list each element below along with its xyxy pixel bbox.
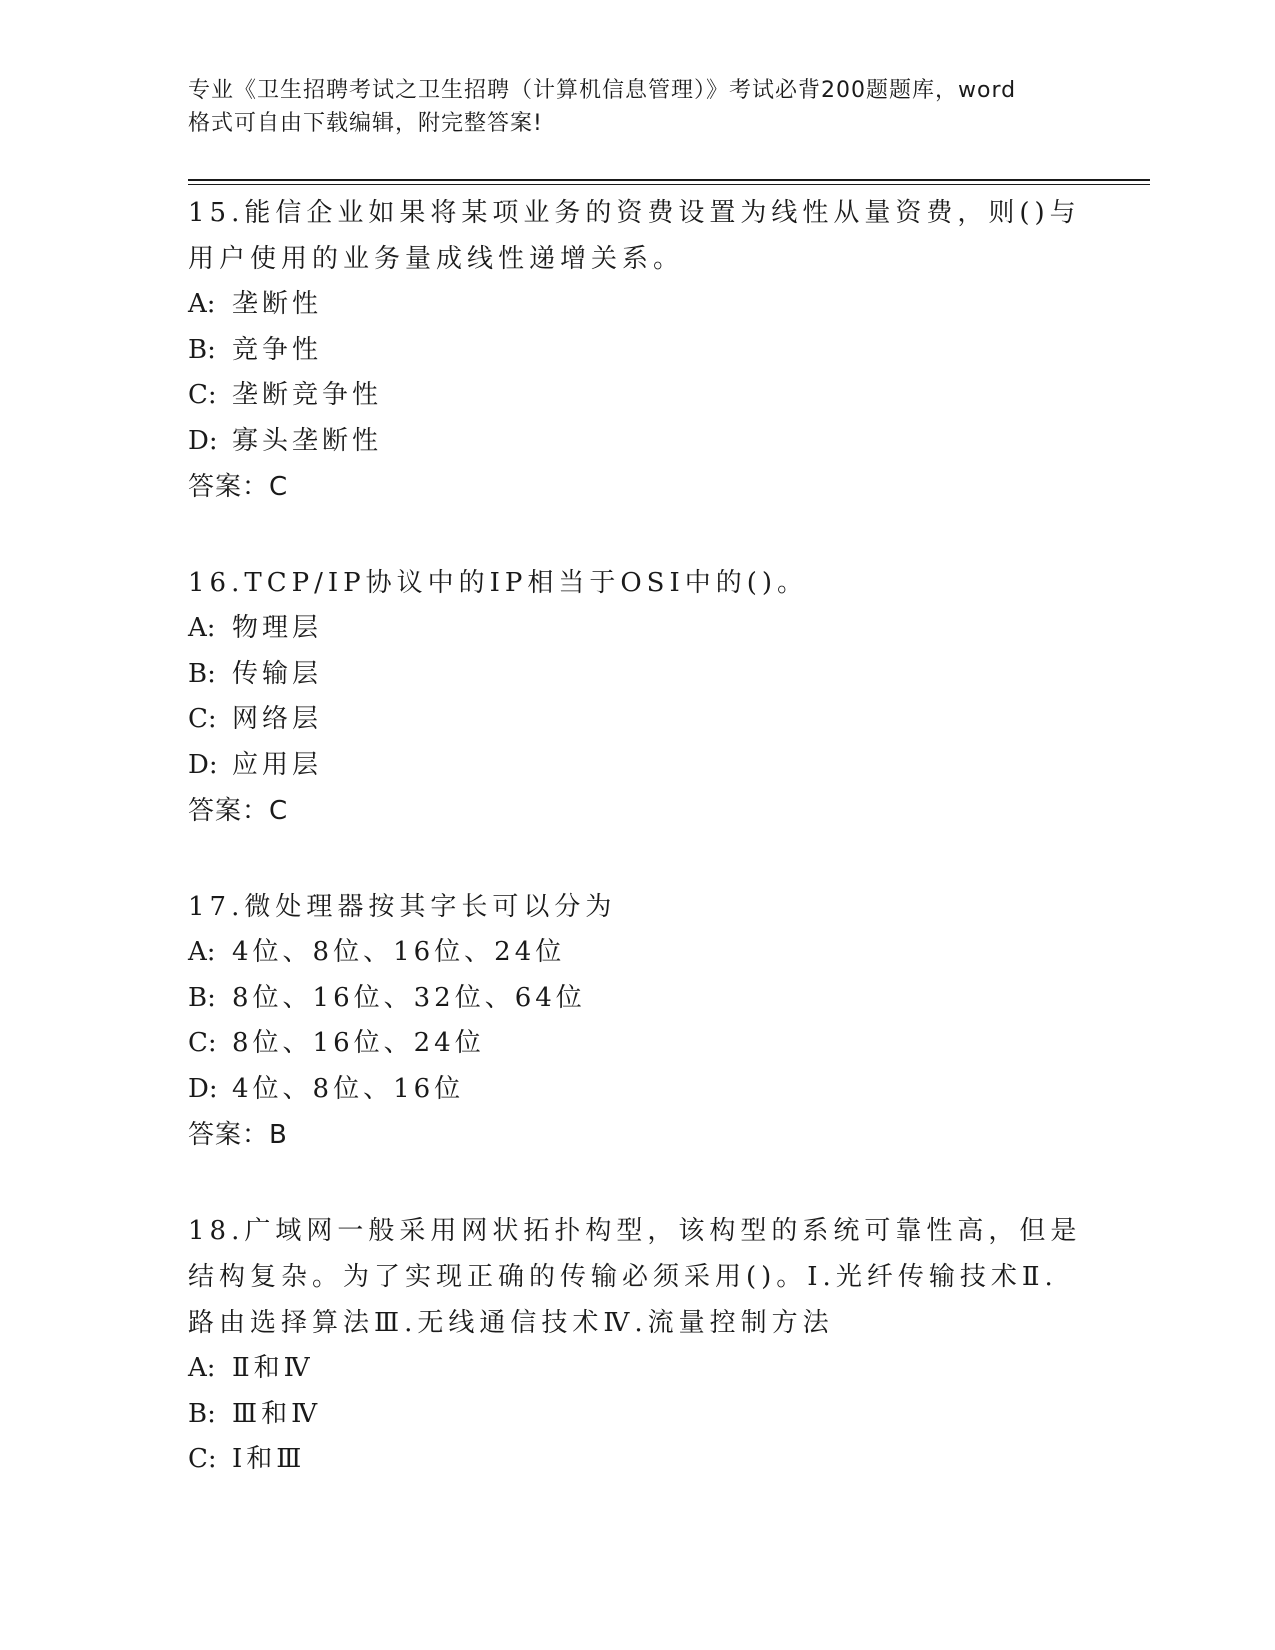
document-header — [188, 74, 1088, 140]
option-text: 应用层 — [232, 749, 323, 780]
question-text: 17.微处理器按其字长可以分为 — [188, 892, 617, 922]
answer-line: 答案：C — [188, 796, 289, 826]
option-text: Ⅲ和Ⅳ — [232, 1398, 322, 1429]
header-line-2: 格式可自由下载编辑，附完整答案! — [188, 111, 543, 136]
option-key: B: — [188, 1398, 216, 1429]
option-c — [188, 697, 1088, 743]
option-key: C: — [188, 1444, 217, 1474]
option-c — [188, 373, 1088, 419]
option-b — [188, 976, 1088, 1022]
option-d — [188, 1067, 1088, 1113]
option-key: C: — [188, 704, 217, 734]
option-key: C: — [188, 380, 217, 410]
option-key: A: — [188, 1353, 216, 1383]
option-text: 垄断竞争性 — [232, 380, 383, 410]
question-text: 18.广域网一般采用网状拓扑构型，该构型的系统可靠性高，但是结构复杂。为了实现正确的传输必须采用()。Ⅰ.光纤传输技术Ⅱ.路由选择算法Ⅲ.无线通信技术Ⅳ.流量控制方法 — [188, 1216, 1082, 1338]
option-b — [188, 328, 1088, 374]
option-c — [188, 1437, 1088, 1483]
option-key: A: — [188, 613, 216, 643]
option-a — [188, 930, 1088, 976]
question-15 — [188, 190, 1088, 510]
option-a — [188, 282, 1088, 328]
option-a — [188, 606, 1088, 652]
header-rule-thin — [188, 184, 1150, 185]
option-key: D: — [188, 749, 218, 780]
option-c — [188, 1021, 1088, 1067]
option-b — [188, 652, 1088, 698]
answer-line: 答案：B — [188, 1120, 288, 1150]
option-text: 传输层 — [232, 658, 323, 689]
option-key: B: — [188, 334, 216, 365]
option-text: 竞争性 — [232, 334, 323, 365]
option-d — [188, 419, 1088, 465]
option-text: 4位、8位、16位、24位 — [232, 937, 566, 967]
option-key: B: — [188, 658, 216, 689]
header-rule-thick — [188, 179, 1150, 181]
question-16 — [188, 560, 1088, 834]
option-text: Ⅰ和Ⅲ — [232, 1444, 306, 1474]
option-text: 垄断性 — [232, 289, 323, 319]
option-key: D: — [188, 1073, 218, 1104]
option-text: 4位、8位、16位 — [232, 1073, 465, 1104]
question-text: 16.TCP/IP协议中的IP相当于OSI中的()。 — [188, 568, 809, 598]
option-key: D: — [188, 425, 218, 456]
option-text: 物理层 — [232, 613, 323, 643]
option-key: C: — [188, 1028, 217, 1058]
question-text: 15.能信企业如果将某项业务的资费设置为线性从量资费，则()与用户使用的业务量成线性递增关系。 — [188, 198, 1081, 274]
option-b — [188, 1392, 1088, 1438]
question-18 — [188, 1208, 1088, 1483]
option-d — [188, 743, 1088, 789]
option-key: A: — [188, 937, 216, 967]
option-text: 寡头垄断性 — [232, 425, 383, 456]
option-text: Ⅱ和Ⅳ — [232, 1353, 314, 1383]
option-key: A: — [188, 289, 216, 319]
option-text: 8位、16位、32位、64位 — [232, 982, 586, 1013]
option-key: B: — [188, 982, 216, 1013]
question-list — [188, 190, 1088, 1533]
header-line-1: 专业《卫生招聘考试之卫生招聘（计算机信息管理）》考试必背200题题库，word — [188, 78, 1017, 103]
question-17 — [188, 884, 1088, 1158]
option-text: 8位、16位、24位 — [232, 1028, 485, 1058]
option-text: 网络层 — [232, 704, 323, 734]
option-a — [188, 1346, 1088, 1392]
answer-line: 答案：C — [188, 472, 289, 502]
